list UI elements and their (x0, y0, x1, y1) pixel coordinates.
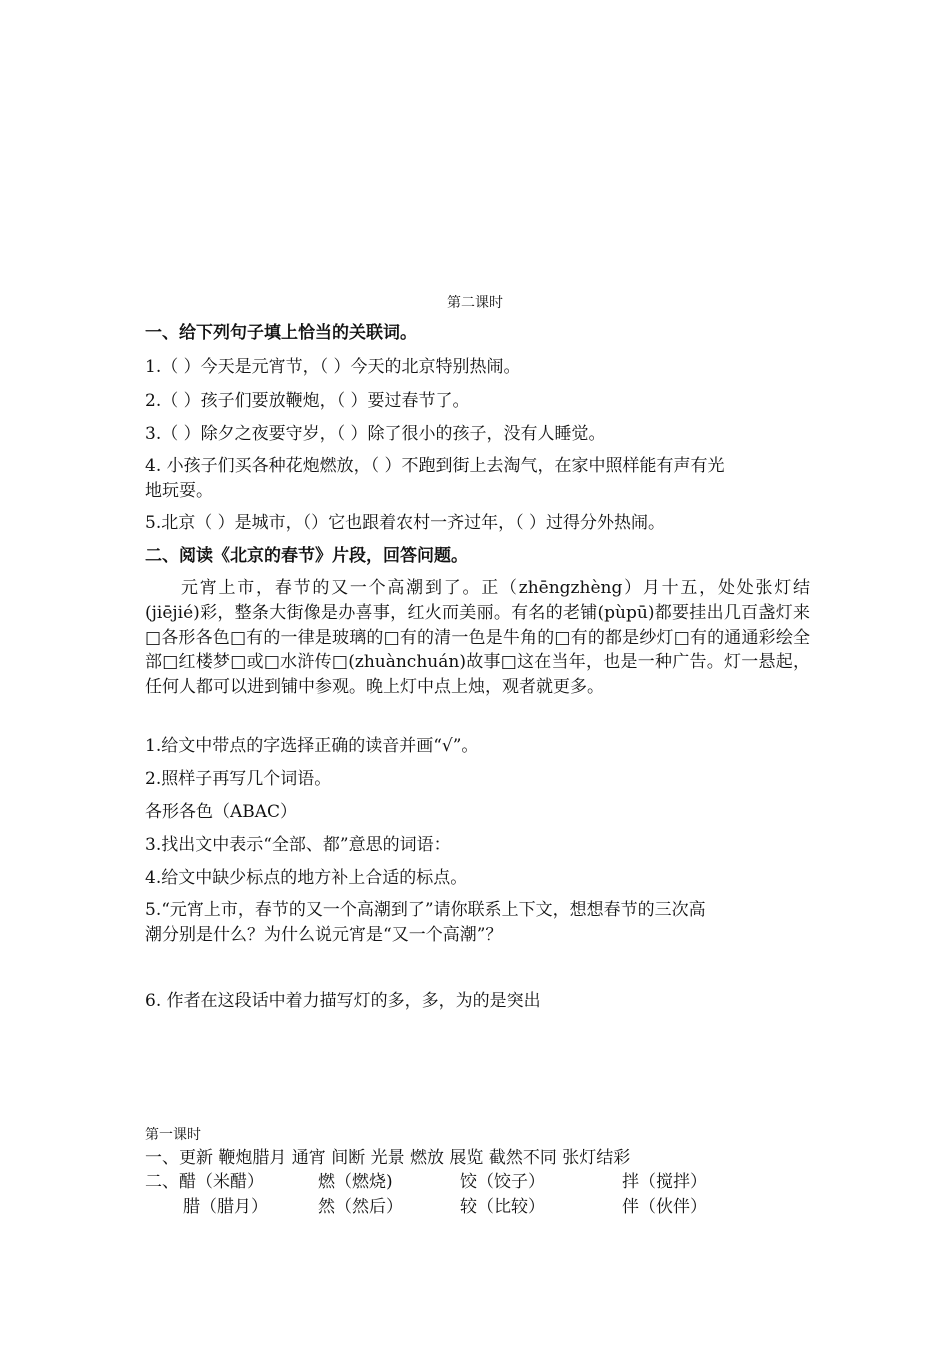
question-5: 5.北京（ ）是城市，（）它也跟着农村一齐过年，（ ）过得分外热闹。 (145, 513, 666, 533)
reading-question-5-line1: 5.“元宵上市，春节的又一个高潮到了”请你联系上下文，想想春节的三次高 (145, 900, 706, 920)
reading-question-2-example: 各形各色（ABAC） (145, 802, 298, 822)
answers-row2-col4: 伴（伙伴） (622, 1197, 707, 1217)
answers-row1-col2: 燃（燃烧) (318, 1172, 393, 1192)
question-1: 1.（ ）今天是元宵节，（ ）今天的北京特别热闹。 (145, 357, 521, 377)
reading-question-1: 1.给文中带点的字选择正确的读音并画“√”。 (145, 736, 479, 756)
question-3: 3.（ ）除夕之夜要守岁，（ ）除了很小的孩子，没有人睡觉。 (145, 424, 606, 444)
answers-row1-col1: 二、醋（米醋） (145, 1172, 264, 1192)
reading-question-2: 2.照样子再写几个词语。 (145, 769, 332, 789)
reading-question-3: 3.找出文中表示“全部、都”意思的词语： (145, 835, 451, 855)
answers-row2-col1: 腊（腊月） (183, 1197, 268, 1217)
reading-question-6: 6. 作者在这段话中着力描写灯的多，多，为的是突出 (145, 991, 541, 1011)
answers-row2-col2: 然（然后） (318, 1197, 403, 1217)
answers-line1: 一、更新 鞭炮腊月 通宵 间断 光景 燃放 展览 截然不同 张灯结彩 (145, 1148, 631, 1168)
question-4-line1: 4. 小孩子们买各种花炮燃放，（ ）不跑到街上去淘气，在家中照样能有声有光 (145, 456, 725, 476)
answers-title: 第一课时 (145, 1127, 201, 1143)
answers-row1-col3: 饺（饺子） (460, 1172, 545, 1192)
answers-row2-col3: 较（比较） (460, 1197, 545, 1217)
reading-question-5-line2: 潮分别是什么？为什么说元宵是“又一个高潮”？ (145, 925, 503, 945)
lesson-title: 第二课时 (447, 295, 503, 311)
reading-question-4: 4.给文中缺少标点的地方补上合适的标点。 (145, 868, 468, 888)
question-2: 2.（ ）孩子们要放鞭炮，（ ）要过春节了。 (145, 391, 470, 411)
section2-heading: 二、阅读《北京的春节》片段，回答问题。 (145, 546, 468, 566)
question-4-line2: 地玩耍。 (145, 481, 213, 501)
reading-passage: 元宵上市，春节的又一个高潮到了。正（zhēngzhèng）月十五，处处张灯结(jiējié)彩，整条大街像是办喜事，红火而美丽。有名的老铺(pùpū)都要挂出几百盏灯来□各形各色□有的一律是玻璃的□有的清一色是牛角的□有的都是纱灯□有的通通彩绘全部□红楼梦□或□水浒传□(zhuànchuán)故事□这在当年，也是一种广告。灯一悬起，任何人都可以进到铺中参观。晚上灯中点上烛，观者就更多。 (145, 578, 810, 698)
section1-heading: 一、给下列句子填上恰当的关联词。 (145, 323, 417, 343)
answers-row1-col4: 拌（搅拌） (622, 1172, 707, 1192)
